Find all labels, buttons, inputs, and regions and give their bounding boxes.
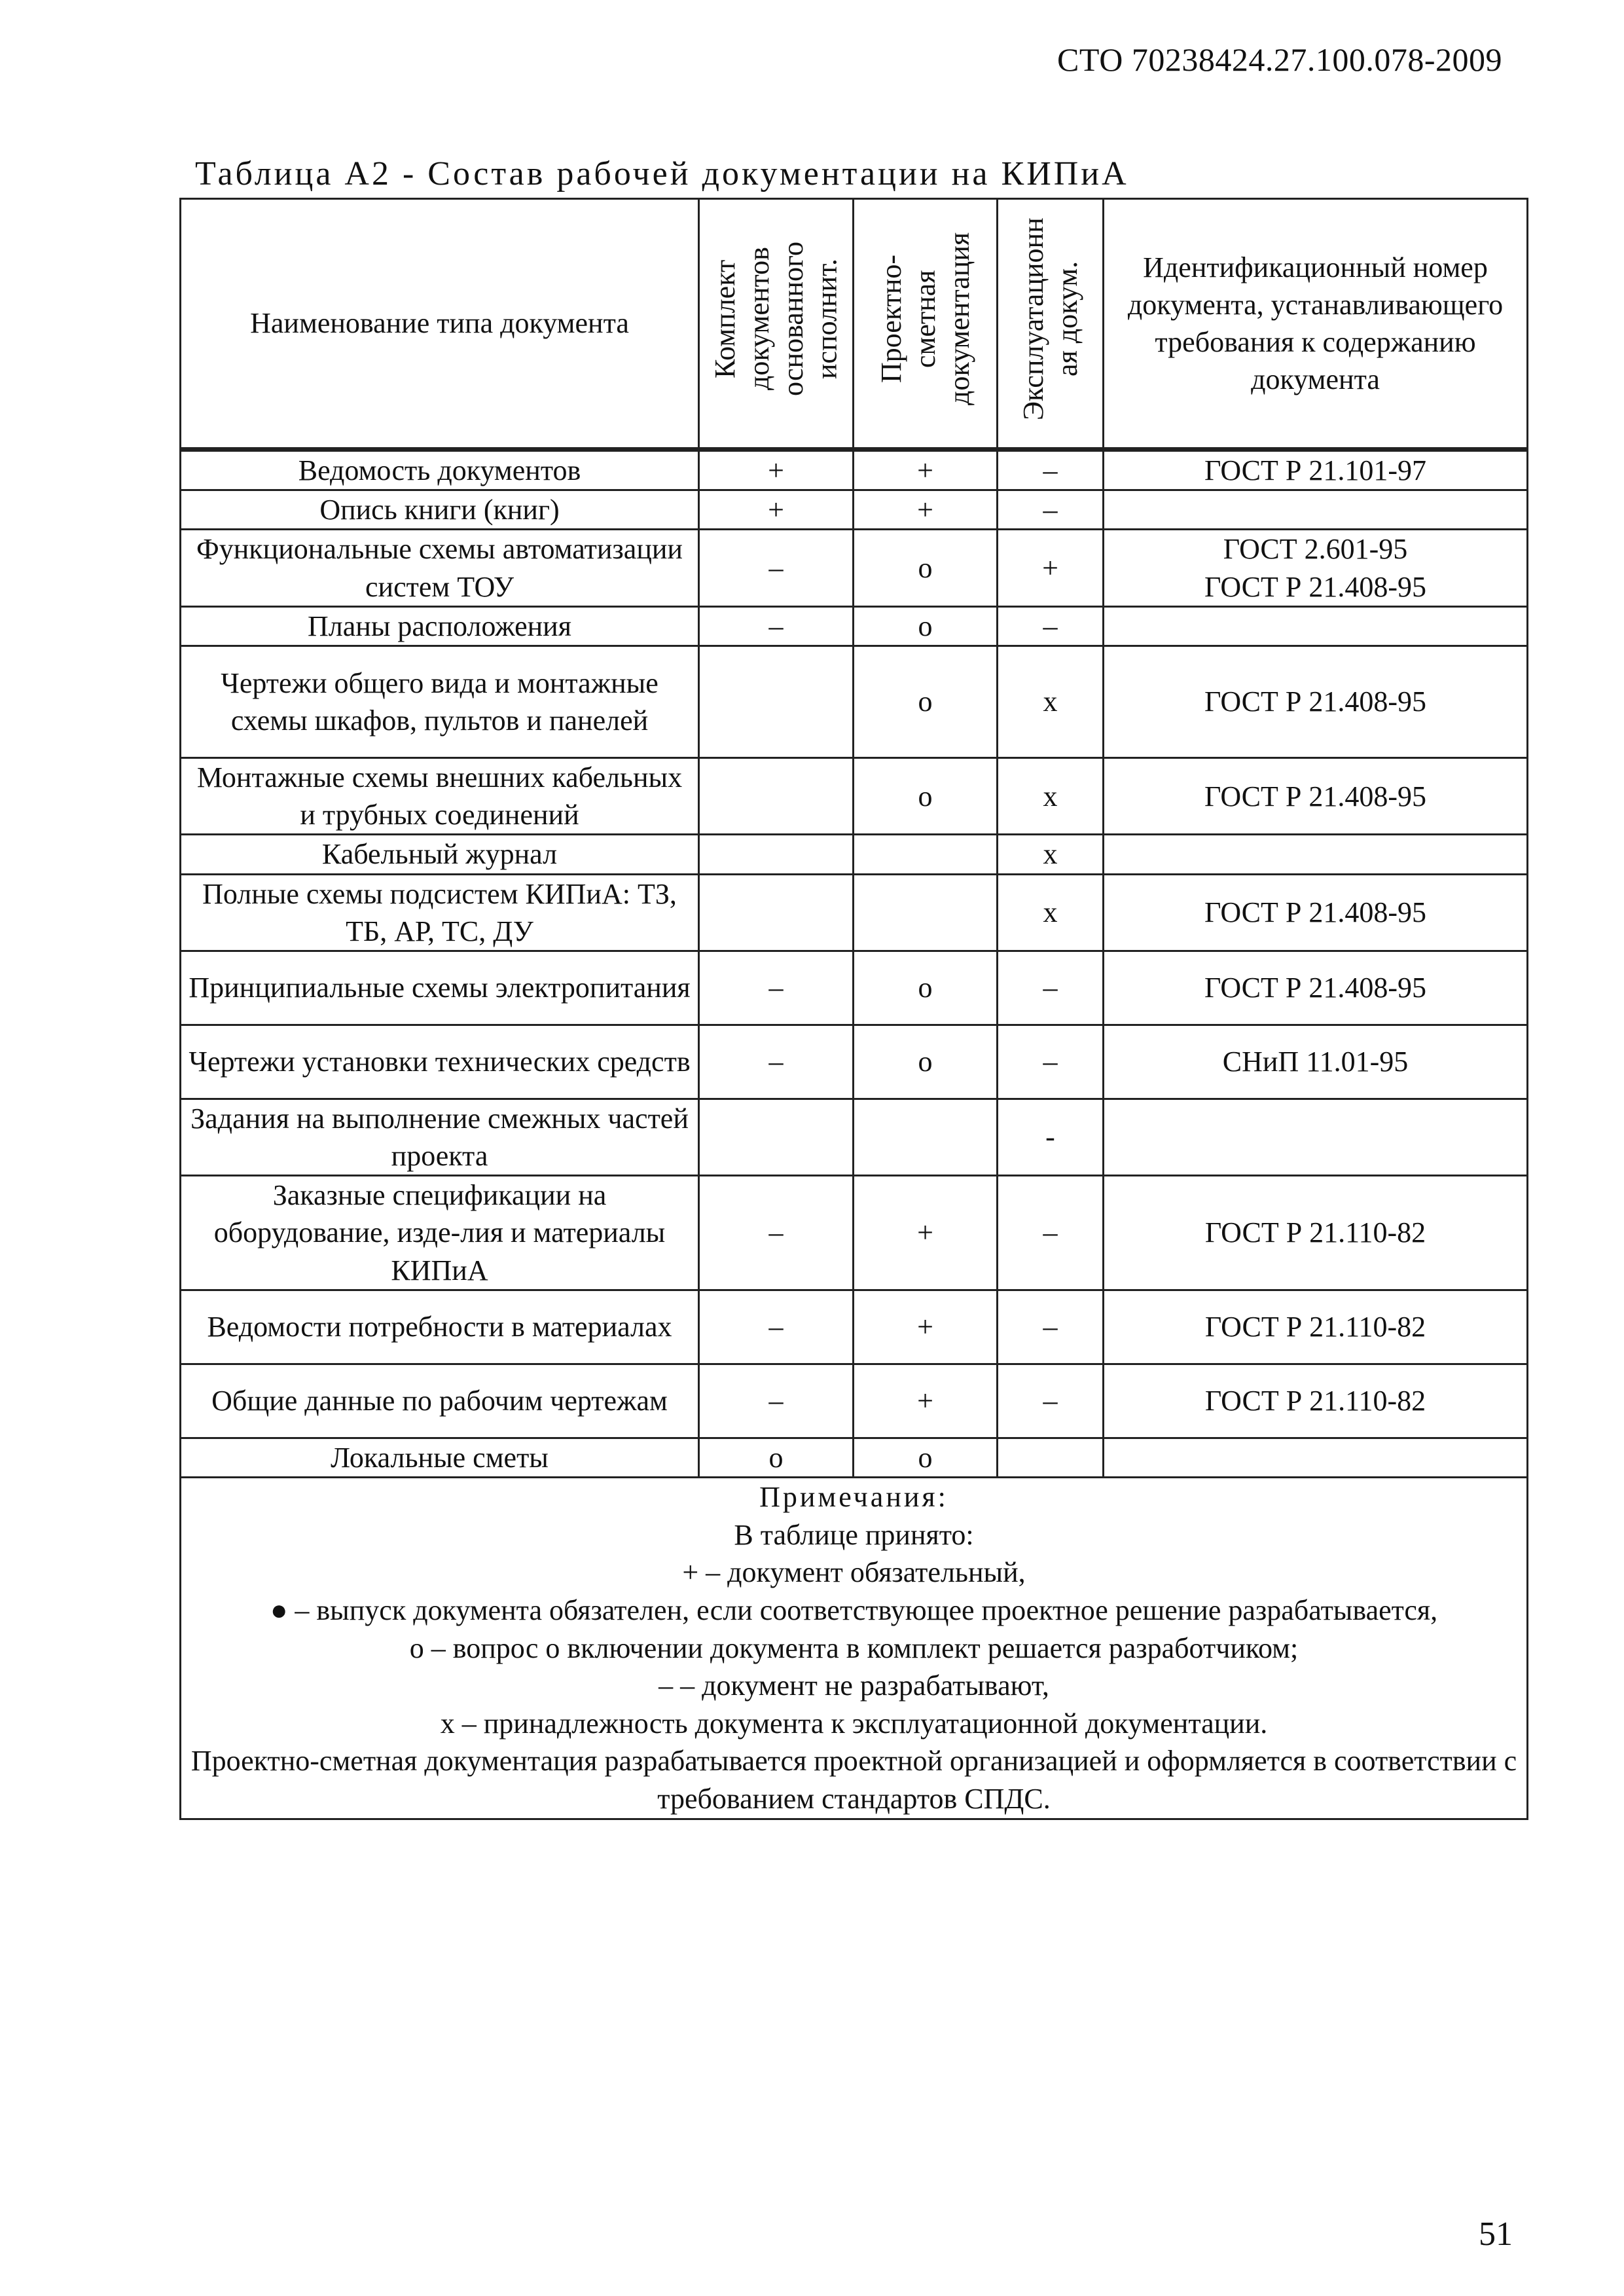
- vertical-header-text: [875, 201, 977, 437]
- notes-cell: [181, 1478, 1528, 1819]
- table-row: [181, 450, 1528, 490]
- cell-design-estimate: +: [854, 1364, 998, 1438]
- cell-complete-set: –: [699, 1025, 854, 1099]
- cell-reference: ГОСТ Р 21.110-82: [1104, 1176, 1528, 1290]
- cell-reference: [1104, 606, 1528, 646]
- reference-line: ГОСТ 2.601-95: [1223, 533, 1408, 566]
- table-row: [181, 874, 1528, 951]
- cell-operational: –: [998, 951, 1104, 1025]
- cell-design-estimate: о: [854, 1438, 998, 1477]
- header-line: Эксплуатационн: [1017, 217, 1049, 420]
- cell-design-estimate: о: [854, 757, 998, 834]
- header-line: Комплект: [708, 259, 741, 378]
- note-line: ● – выпуск документа обязателен, если соответствующее проектное решение разрабатывается,: [270, 1594, 1438, 1626]
- column-header-operational: [998, 199, 1104, 450]
- notes-title: Примечания:: [759, 1481, 948, 1513]
- table-row: [181, 951, 1528, 1025]
- table-row: [181, 1025, 1528, 1099]
- cell-name: Общие данные по рабочим чертежам: [181, 1364, 699, 1438]
- note-line: Проектно-сметная документация разрабатывается проектной организацией и оформляется в соответствии с требованием стандартов СПДС.: [190, 1745, 1517, 1815]
- cell-name: Локальные сметы: [181, 1438, 699, 1477]
- note-line: + – документ обязательный,: [682, 1556, 1026, 1589]
- cell-name: Ведомость документов: [181, 450, 699, 490]
- page-number: 51: [1479, 2215, 1513, 2253]
- cell-operational: х: [998, 757, 1104, 834]
- cell-design-estimate: [854, 874, 998, 951]
- cell-complete-set: –: [699, 1364, 854, 1438]
- cell-reference: [1104, 1438, 1528, 1477]
- header-line: основанного: [776, 241, 809, 396]
- cell-complete-set: [699, 646, 854, 757]
- cell-operational: –: [998, 1025, 1104, 1099]
- document-code: СТО 70238424.27.100.078-2009: [1057, 41, 1502, 78]
- table-row: [181, 1099, 1528, 1175]
- cell-operational: х: [998, 874, 1104, 951]
- cell-operational: -: [998, 1099, 1104, 1175]
- cell-name: Чертежи общего вида и монтажные схемы шкафов, пультов и панелей: [181, 646, 699, 757]
- cell-complete-set: [699, 835, 854, 874]
- table-header-row: [181, 199, 1528, 450]
- cell-complete-set: о: [699, 1438, 854, 1477]
- table-row: [181, 490, 1528, 530]
- header-line: исполнит.: [810, 258, 843, 379]
- cell-name: Заказные спецификации на оборудование, изде-лия и материалы КИПиА: [181, 1176, 699, 1290]
- cell-name: Принципиальные схемы электропитания: [181, 951, 699, 1025]
- header-line: документация: [943, 232, 975, 405]
- cell-reference: ГОСТ Р 21.408-95: [1104, 757, 1528, 834]
- table-row: [181, 1438, 1528, 1477]
- cell-operational: –: [998, 1176, 1104, 1290]
- cell-design-estimate: +: [854, 450, 998, 490]
- cell-operational: х: [998, 835, 1104, 874]
- cell-reference: ГОСТ Р 21.110-82: [1104, 1290, 1528, 1364]
- header-line: документов: [742, 247, 775, 391]
- cell-name: Задания на выполнение смежных частей проекта: [181, 1099, 699, 1175]
- reference-line: ГОСТ Р 21.408-95: [1204, 570, 1426, 603]
- cell-reference: ГОСТ Р 21.110-82: [1104, 1364, 1528, 1438]
- cell-complete-set: [699, 874, 854, 951]
- column-header-design-estimate: [854, 199, 998, 450]
- cell-design-estimate: +: [854, 1290, 998, 1364]
- cell-reference: СНиП 11.01-95: [1104, 1025, 1528, 1099]
- cell-reference: ГОСТ Р 21.408-95: [1104, 874, 1528, 951]
- cell-complete-set: [699, 1099, 854, 1175]
- cell-operational: [998, 1438, 1104, 1477]
- cell-operational: –: [998, 490, 1104, 530]
- note-line: В таблице принято:: [734, 1518, 974, 1551]
- cell-reference: ГОСТ Р 21.408-95: [1104, 646, 1528, 757]
- cell-reference: ГОСТ Р 21.101-97: [1104, 450, 1528, 490]
- cell-operational: +: [998, 530, 1104, 606]
- cell-reference: [1104, 835, 1528, 874]
- cell-design-estimate: о: [854, 530, 998, 606]
- note-line: х – принадлежность документа к эксплуатационной документации.: [440, 1707, 1268, 1740]
- table-row: [181, 835, 1528, 874]
- table-row: [181, 757, 1528, 834]
- note-line: – – документ не разрабатывают,: [659, 1669, 1049, 1702]
- cell-name: Опись книги (книг): [181, 490, 699, 530]
- notes-row: [181, 1478, 1528, 1819]
- cell-design-estimate: [854, 1099, 998, 1175]
- documentation-table-container: [179, 198, 1526, 1820]
- cell-complete-set: –: [699, 1176, 854, 1290]
- cell-name: Чертежи установки технических средств: [181, 1025, 699, 1099]
- cell-operational: –: [998, 1364, 1104, 1438]
- cell-reference: [1104, 490, 1528, 530]
- column-header-name: Наименование типа документа: [181, 199, 699, 450]
- table-row: [181, 606, 1528, 646]
- cell-design-estimate: о: [854, 646, 998, 757]
- cell-operational: х: [998, 646, 1104, 757]
- cell-reference: ГОСТ Р 21.408-95: [1104, 951, 1528, 1025]
- cell-complete-set: +: [699, 450, 854, 490]
- table-row: [181, 646, 1528, 757]
- vertical-header-text: [708, 201, 844, 437]
- note-line: о – вопрос о включении документа в комплект решается разработчиком;: [409, 1631, 1299, 1664]
- cell-name: Монтажные схемы внешних кабельных и трубных соединений: [181, 757, 699, 834]
- table-row: [181, 1176, 1528, 1290]
- cell-name: Ведомости потребности в материалах: [181, 1290, 699, 1364]
- cell-name: Полные схемы подсистем КИПиА: ТЗ, ТБ, АР, ТС, ДУ: [181, 874, 699, 951]
- cell-design-estimate: [854, 835, 998, 874]
- cell-complete-set: [699, 757, 854, 834]
- cell-name: Функциональные схемы автоматизации систем ТОУ: [181, 530, 699, 606]
- cell-name: Кабельный журнал: [181, 835, 699, 874]
- cell-operational: –: [998, 1290, 1104, 1364]
- documentation-table: [179, 198, 1528, 1820]
- column-header-complete-set: [699, 199, 854, 450]
- header-line: ая докум.: [1051, 261, 1083, 376]
- cell-complete-set: –: [699, 530, 854, 606]
- cell-complete-set: –: [699, 606, 854, 646]
- cell-operational: –: [998, 606, 1104, 646]
- header-line: сметная: [909, 270, 941, 368]
- table-row: [181, 1290, 1528, 1364]
- cell-design-estimate: +: [854, 1176, 998, 1290]
- cell-complete-set: +: [699, 490, 854, 530]
- vertical-header-text: [1017, 201, 1085, 437]
- cell-reference: [1104, 530, 1528, 606]
- cell-operational: –: [998, 450, 1104, 490]
- cell-reference: [1104, 1099, 1528, 1175]
- cell-design-estimate: о: [854, 951, 998, 1025]
- cell-complete-set: –: [699, 951, 854, 1025]
- cell-design-estimate: +: [854, 490, 998, 530]
- cell-complete-set: –: [699, 1290, 854, 1364]
- column-header-reference: Идентификационный номер документа, устанавливающего требования к содержанию документа: [1104, 199, 1528, 450]
- cell-design-estimate: о: [854, 1025, 998, 1099]
- table-row: [181, 530, 1528, 606]
- table-row: [181, 1364, 1528, 1438]
- table-caption: Таблица А2 - Состав рабочей документации на КИПиА: [195, 155, 1129, 192]
- cell-name: Планы расположения: [181, 606, 699, 646]
- cell-design-estimate: о: [854, 606, 998, 646]
- header-line: Проектно-: [875, 254, 907, 383]
